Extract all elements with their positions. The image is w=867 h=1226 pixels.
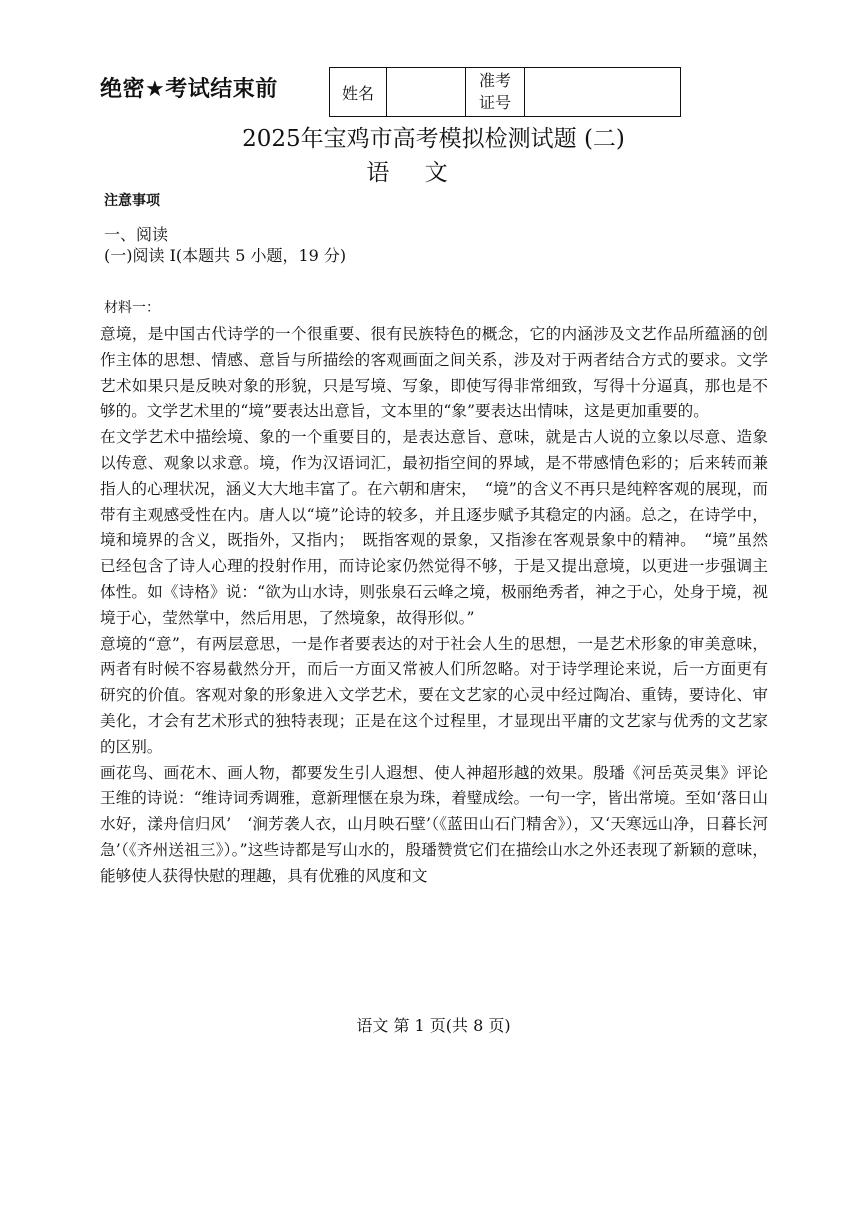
exam-id-label — [466, 68, 525, 117]
page-footer: 语文 第 1 页(共 8 页) — [356, 1016, 511, 1035]
candidate-info-table — [329, 67, 681, 117]
name-label: 姓名 — [330, 68, 387, 117]
exam-id-label-line1: 准考 — [478, 71, 511, 90]
name-field[interactable] — [387, 68, 466, 117]
paragraph: 画花鸟、画花木、画人物，都要发生引人遐想、使人神超形越的效果。殷璠《河岳英灵集》评论王维的诗说：“维诗词秀调雅，意新理惬在泉为珠，着璧成绘。一句一字，皆出常境。至如‘落日山水好，漾舟信归风’ ‘涧芳袭人衣，山月映石壁’（《蓝田山石门精舍》），又‘天寒远山净，日暮长河急’（《齐州送祖三》）。”这些诗都是写山水的，殷璠赞赏它们在描绘山水之外还表现了新颖的意味，能够使人获得快慰的理趣，具有优雅的风度和文 — [100, 763, 768, 885]
notice-heading: 注意事项 — [104, 193, 160, 209]
material-label: 材料一： — [104, 300, 160, 316]
exam-id-label-line2: 证号 — [478, 93, 511, 112]
exam-id-field[interactable] — [525, 68, 681, 117]
subsection-heading: (一)阅读 I(本题共 5 小题，19 分) — [104, 246, 347, 265]
subject-title: 语 文 — [366, 160, 462, 186]
exam-title: 2025年宝鸡市高考模拟检测试题 (二) — [242, 126, 625, 152]
paragraph: 意境，是中国古代诗学的一个很重要、很有民族特色的概念，它的内涵涉及文艺作品所蕴涵的创作主体的思想、情感、意旨与所描绘的客观画面之间关系，涉及对于两者结合方式的要求。文学艺术如果只是反映对象的形貌，只是写境、写象，即使写得非常细致，写得十分逼真，那也是不够的。文学艺术里的“境”要表达出意旨，文本里的“象”要表达出情味，这是更加重要的。 — [100, 325, 768, 421]
confidential-label: 绝密★考试结束前 — [100, 77, 278, 102]
paragraph: 意境的“意”，有两层意思，一是作者要表达的对于社会人生的思想，一是艺术形象的审美意味，两者有时候不容易截然分开，而后一方面又常被人们所忽略。对于诗学理论来说，后一方面更有研究的价值。客观对象的形象进入文学艺术，要在文艺家的心灵中经过陶冶、重铸，要诗化、审美化，才会有艺术形式的独特表现；正是在这个过程里，才显现出平庸的文艺家与优秀的文艺家的区别。 — [100, 634, 768, 756]
paragraph: 在文学艺术中描绘境、象的一个重要目的，是表达意旨、意味，就是古人说的立象以尽意、造象以传意、观象以求意。境，作为汉语词汇，最初指空间的界域，是不带感情色彩的；后来转而兼指人的心理状况，涵义大大地丰富了。在六朝和唐宋， “境”的含义不再只是纯粹客观的展现，而带有主观感受性在内。唐人以“境”论诗的较多，并且逐步赋予其稳定的内涵。总之，在诗学中，境和境界的含义，既指外，又指内； 既指客观的景象，又指渗在客观景象中的精神。 “境”虽然已经包含了诗人心理的投射作用，而诗论家仍然觉得不够，于是又提出意境，以更进一步强调主体性。如《诗格》说：“欲为山水诗，则张泉石云峰之境，极丽绝秀者，神之于心，处身于境，视境于心，莹然掌中，然后用思，了然境象，故得形似。” — [100, 428, 768, 627]
section-heading: 一、阅读 — [104, 225, 169, 244]
reading-passage — [100, 322, 768, 890]
